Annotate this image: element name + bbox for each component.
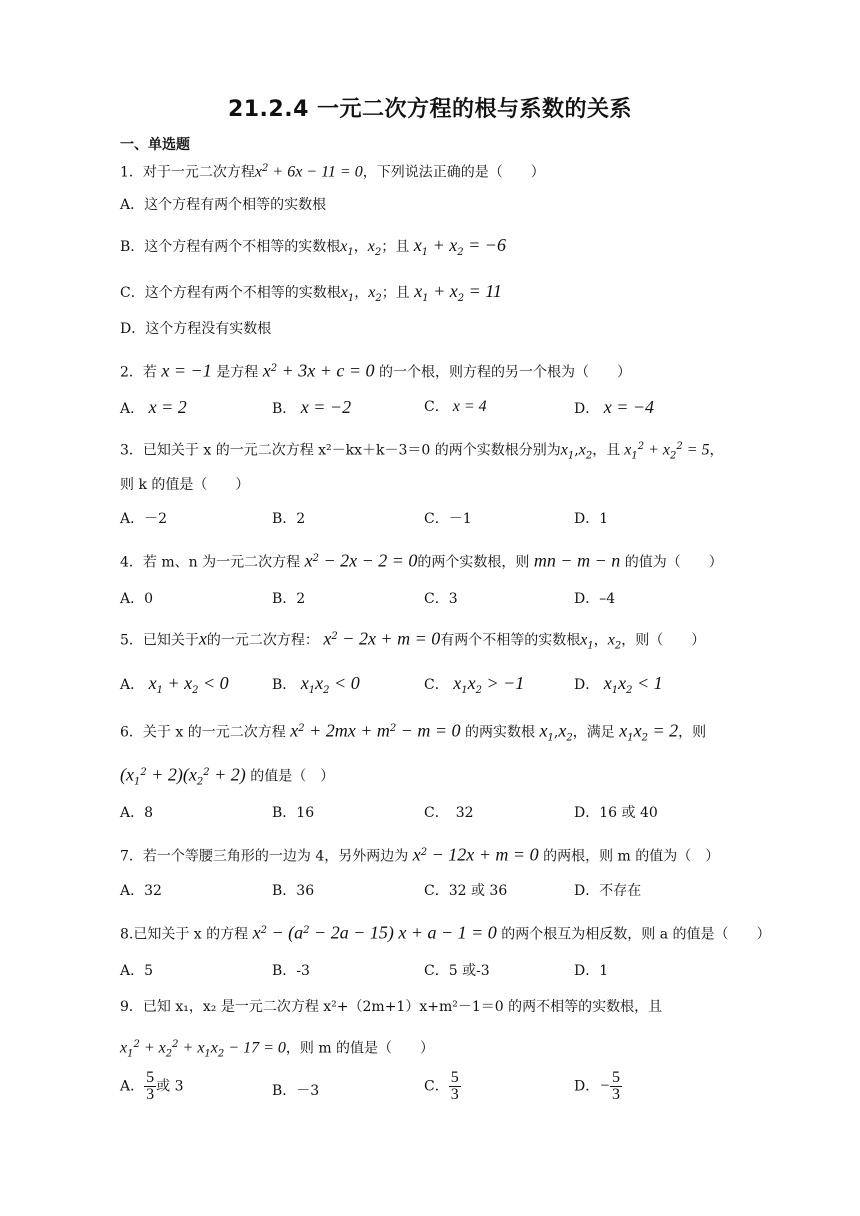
question-5-stem: 5．已知关于x的一元二次方程： $x^2 - 2x + m = 0$有两个不相等的实数根$x_1$，$x_2$，则（ ） [120,628,706,652]
question-3-stem: 3．已知关于 x 的一元二次方程 x²－kx＋k－3＝0 的两个实数根分别为$x_1,x_2$，且 $x_1^2 + x_2^2 = 5$， [120,441,724,462]
question-7-option-d[interactable]: D．不存在 [574,883,642,899]
question-4-option-b[interactable]: B．2 [272,591,306,607]
question-9-option-d[interactable]: D．− $\frac{5}{3}$ [574,1069,621,1103]
question-2-stem: 2．若 x = −1 是方程 $x^2 + 3x + c = 0$ 的一个根，则方程的另一个根为（ ） [120,360,632,381]
question-9-stem-line2: $x_1^2 + x_2^2 + x_1x_2 - 17 = 0$，则 m 的值是（ ） [120,1039,435,1060]
question-2-option-c[interactable]: C． x = 4 [424,398,487,415]
question-6-stem-line2: $(x_1^2 + 2)(x_2^2 + 2)$ 的值是（ ） [120,764,335,788]
question-7-stem: 7．若一个等腰三角形的一边为 4，另外两边为 $x^2 - 12x + m = 0$ 的两根，则 m 的值为（ ） [120,844,720,865]
question-1-option-c[interactable]: C．这个方程有两个不相等的实数根$x_1$，$x_2$；且 $x_1 + x_2 = 11$ [120,281,502,304]
question-3-option-b[interactable]: B．2 [272,511,306,527]
question-3-option-a[interactable]: A．－2 [120,511,168,527]
question-3-stem-line2: 则 k 的值是（ ） [120,477,250,493]
section-heading: 一、单选题 [120,137,190,153]
question-8-option-c[interactable]: C．5 或-3 [424,963,490,979]
question-4-option-d[interactable]: D．–4 [574,591,616,607]
question-1-stem: 1．对于一元二次方程$x^2 + 6x - 11 = 0$，下列说法正确的是（ ） [120,163,545,181]
question-3-option-c[interactable]: C．－1 [424,511,472,527]
question-2-option-a[interactable]: A． x = 2 [120,397,187,417]
question-5-option-c[interactable]: C． $x_1x_2 > -1$ [424,673,525,696]
question-5-option-b[interactable]: B． $x_1x_2 < 0$ [272,673,360,696]
question-6-option-c[interactable]: C． 32 [424,805,474,821]
question-5-option-a[interactable]: A． $x_1 + x_2 < 0$ [120,673,229,696]
question-2-option-b[interactable]: B． x = −2 [272,397,352,417]
question-4-option-c[interactable]: C．3 [424,591,458,607]
question-6-stem: 6．关于 x 的一元二次方程 $x^2 + 2mx + m^2 - m = 0$ 的两实数根 $x_1,x_2$，满足 $x_1x_2 = 2$，则 [120,720,707,744]
question-7-option-c[interactable]: C．32 或 36 [424,883,508,899]
question-6-option-b[interactable]: B．16 [272,805,315,821]
question-6-option-d[interactable]: D．16 或 40 [574,805,658,821]
question-9-option-a[interactable]: A． $\frac{5}{3}$ 或 3 [120,1069,184,1103]
question-2-option-d[interactable]: D． x = −4 [574,397,655,417]
question-1-option-b[interactable]: B．这个方程有两个不相等的实数根$x_1$，$x_2$；且 $x_1 + x_2 = -6$ [120,235,506,258]
question-9-option-c[interactable]: C． $\frac{5}{3}$ [424,1069,459,1103]
question-8-stem: 8.已知关于 x 的方程 $x^2 - (a^2 - 2a - 15) x + a - 1 = 0$ 的两个根互为相反数，则 a 的值是（ ） [120,922,771,943]
question-4-option-a[interactable]: A．0 [120,591,154,607]
question-1-option-a[interactable]: A．这个方程有两个相等的实数根 [120,197,327,213]
question-6-option-a[interactable]: A．8 [120,805,154,821]
question-4-stem: 4．若 m、n 为一元二次方程 $x^2 - 2x - 2 = 0$的两个实数根，则 mn − m − n 的值为（ ） [120,550,723,571]
question-8-option-a[interactable]: A．5 [120,963,154,979]
question-3-option-d[interactable]: D．1 [574,511,609,527]
question-5-option-d[interactable]: D． $x_1x_2 < 1$ [574,673,663,696]
question-9-stem: 9．已知 x₁，x₂ 是一元二次方程 x²+（2m+1）x+m²－1＝0 的两不相等的实数根，且 [120,999,663,1015]
question-7-option-b[interactable]: B．36 [272,883,315,899]
question-7-option-a[interactable]: A．32 [120,883,162,899]
question-1-option-d[interactable]: D．这个方程没有实数根 [120,321,272,337]
question-8-option-b[interactable]: B．-3 [272,963,310,979]
question-8-option-d[interactable]: D．1 [574,963,609,979]
page-title: 21.2.4 一元二次方程的根与系数的关系 [227,97,633,122]
question-9-option-b[interactable]: B．－3 [272,1083,320,1099]
